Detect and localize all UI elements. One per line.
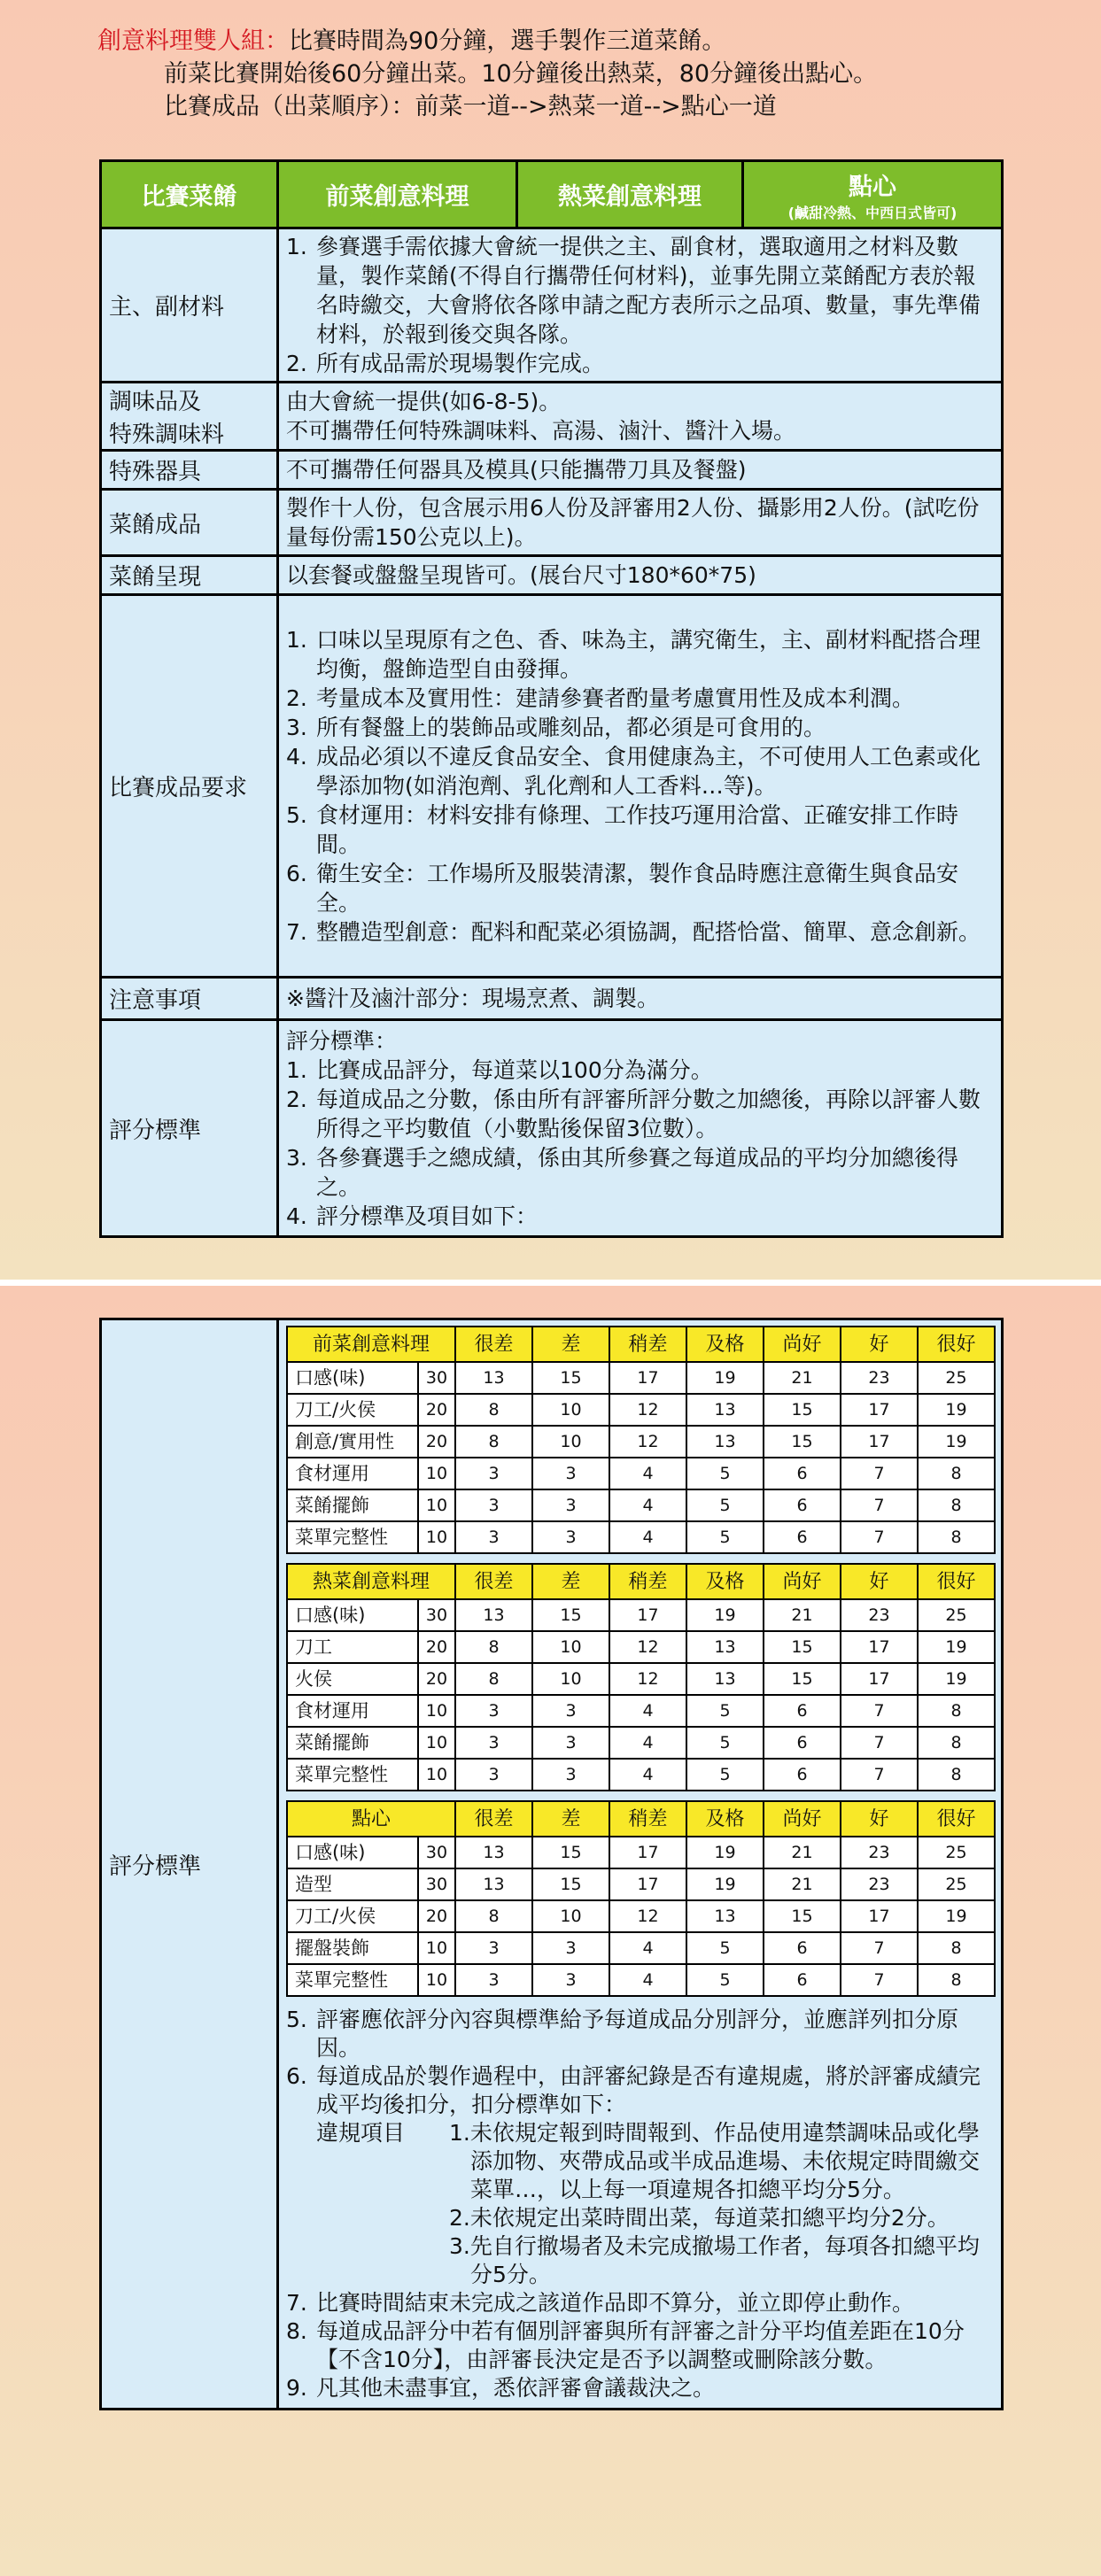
score-cell: 8 bbox=[918, 1759, 995, 1791]
criterion-name: 菜餚擺飾 bbox=[287, 1489, 418, 1521]
grade-header: 很差 bbox=[455, 1564, 532, 1599]
score-cell: 17 bbox=[841, 1900, 918, 1932]
score-cell: 25 bbox=[918, 1599, 995, 1631]
criterion-weight: 20 bbox=[418, 1900, 455, 1932]
criterion-weight: 10 bbox=[418, 1695, 455, 1727]
score-cell: 7 bbox=[841, 1489, 918, 1521]
score-cell: 7 bbox=[841, 1727, 918, 1759]
score-cell: 13 bbox=[686, 1631, 764, 1663]
list-item: 8. 每道成品評分中若有個別評審與所有評審之計分平均值差距在10分【不含10分】，由評審長決定是否予以調整或刪除該分數。 bbox=[286, 2318, 965, 2372]
score-cell: 7 bbox=[841, 1458, 918, 1489]
criterion-name: 菜單完整性 bbox=[287, 1521, 418, 1553]
score-cell: 6 bbox=[764, 1759, 841, 1791]
table-row bbox=[287, 1458, 995, 1489]
score-cell: 3 bbox=[532, 1727, 609, 1759]
score-cell: 13 bbox=[455, 1868, 532, 1900]
table-row bbox=[101, 383, 1003, 451]
grade-header: 及格 bbox=[686, 1564, 764, 1599]
grade-header: 好 bbox=[841, 1327, 918, 1362]
score-cell: 21 bbox=[764, 1868, 841, 1900]
score-cell: 19 bbox=[686, 1599, 764, 1631]
scoring-table bbox=[99, 1318, 1004, 2410]
row-content-tools: 不可攜帶任何器具及模具(只能攜帶刀具及餐盤) bbox=[278, 451, 1003, 490]
score-cell: 10 bbox=[532, 1900, 609, 1932]
rules-table bbox=[99, 159, 1004, 1238]
score-cell: 7 bbox=[841, 1759, 918, 1791]
criterion-weight: 10 bbox=[418, 1727, 455, 1759]
score-cell: 8 bbox=[455, 1900, 532, 1932]
score-cell: 12 bbox=[609, 1900, 686, 1932]
score-cell: 12 bbox=[609, 1631, 686, 1663]
grade-header: 很好 bbox=[918, 1801, 995, 1837]
score-cell: 3 bbox=[532, 1521, 609, 1553]
criterion-weight: 10 bbox=[418, 1964, 455, 1996]
score-table bbox=[286, 1326, 996, 1554]
score-cell: 21 bbox=[764, 1837, 841, 1868]
criterion-weight: 20 bbox=[418, 1426, 455, 1458]
score-cell: 3 bbox=[455, 1932, 532, 1964]
grade-header: 很差 bbox=[455, 1801, 532, 1837]
score-cell: 21 bbox=[764, 1362, 841, 1394]
violation-list bbox=[449, 2119, 996, 2289]
table-row bbox=[287, 1489, 995, 1521]
grade-header: 稍差 bbox=[609, 1327, 686, 1362]
criterion-name: 刀工/火侯 bbox=[287, 1394, 418, 1426]
score-header-row bbox=[287, 1564, 995, 1599]
criterion-weight: 20 bbox=[418, 1663, 455, 1695]
criterion-name: 菜單完整性 bbox=[287, 1964, 418, 1996]
score-cell: 15 bbox=[764, 1394, 841, 1426]
grade-header: 稍差 bbox=[609, 1801, 686, 1837]
row-content-requirements bbox=[278, 595, 1003, 978]
criterion-name: 口感(味) bbox=[287, 1362, 418, 1394]
intro-line3: 比賽成品（出菜順序）：前菜一道-->熱菜一道-->點心一道 bbox=[164, 93, 777, 120]
violation-label: 違規項目 bbox=[316, 2120, 406, 2146]
score-cell: 6 bbox=[764, 1964, 841, 1996]
score-table bbox=[286, 1800, 996, 1997]
criterion-name: 食材運用 bbox=[287, 1458, 418, 1489]
row-label-requirements: 比賽成品要求 bbox=[101, 595, 278, 978]
score-cell: 6 bbox=[764, 1458, 841, 1489]
score-cell: 15 bbox=[764, 1663, 841, 1695]
score-cell: 17 bbox=[841, 1631, 918, 1663]
score-cell: 12 bbox=[609, 1394, 686, 1426]
score-cell: 4 bbox=[609, 1458, 686, 1489]
score-cell: 8 bbox=[918, 1489, 995, 1521]
criterion-weight: 10 bbox=[418, 1489, 455, 1521]
list-item: 1. 比賽成品評分，每道菜以100分為滿分。 bbox=[286, 1056, 713, 1083]
table-row bbox=[101, 490, 1003, 556]
score-cell: 3 bbox=[455, 1489, 532, 1521]
row-label-product: 菜餚成品 bbox=[101, 490, 278, 556]
grade-header: 尚好 bbox=[764, 1327, 841, 1362]
score-cell: 3 bbox=[532, 1932, 609, 1964]
criterion-weight: 10 bbox=[418, 1759, 455, 1791]
header-appetizer: 前菜創意料理 bbox=[278, 161, 517, 228]
score-cell: 15 bbox=[764, 1631, 841, 1663]
score-cell: 19 bbox=[686, 1868, 764, 1900]
violation-block bbox=[316, 2119, 996, 2289]
score-tables bbox=[286, 1326, 1001, 1997]
score-cell: 5 bbox=[686, 1695, 764, 1727]
list-item: 6. 衛生安全：工作場所及服裝清潔，製作食品時應注意衛生與食品安全。 bbox=[286, 861, 959, 916]
score-cell: 3 bbox=[455, 1759, 532, 1791]
top-panel bbox=[0, 0, 1101, 1280]
criterion-name: 造型 bbox=[287, 1868, 418, 1900]
score-cell: 17 bbox=[841, 1426, 918, 1458]
score-cell: 3 bbox=[455, 1964, 532, 1996]
list-item: 9. 凡其他未盡事宜，悉依評審會議裁決之。 bbox=[286, 2375, 716, 2401]
score-cell: 5 bbox=[686, 1964, 764, 1996]
score-cell: 8 bbox=[918, 1521, 995, 1553]
intro-title: 創意料理雙人組： bbox=[97, 27, 289, 55]
list-item: 2. 每道成品之分數，係由所有評審所評分數之加總後，再除以評審人數所得之平均數值（小數點後保留3位數）。 bbox=[286, 1086, 981, 1141]
score-table-title: 前菜創意料理 bbox=[287, 1327, 455, 1362]
score-cell: 3 bbox=[532, 1964, 609, 1996]
criterion-weight: 20 bbox=[418, 1631, 455, 1663]
header-hot-dish: 熱菜創意料理 bbox=[517, 161, 743, 228]
table-row bbox=[287, 1964, 995, 1996]
score-cell: 25 bbox=[918, 1837, 995, 1868]
table-row bbox=[287, 1426, 995, 1458]
score-cell: 5 bbox=[686, 1521, 764, 1553]
score-cell: 23 bbox=[841, 1868, 918, 1900]
row-content-presentation: 以套餐或盤盤呈現皆可。(展台尺寸180*60*75) bbox=[278, 556, 1003, 595]
list-item: 2. 所有成品需於現場製作完成。 bbox=[286, 351, 605, 376]
list-item: 6. 每道成品於製作過程中，由評審紀錄是否有違規處，將於評審成績完成平均後扣分，扣分標準如下： bbox=[286, 2063, 981, 2117]
table-row bbox=[287, 1631, 995, 1663]
table-row bbox=[101, 451, 1003, 490]
score-cell: 10 bbox=[532, 1631, 609, 1663]
score-cell: 8 bbox=[918, 1695, 995, 1727]
score-cell: 17 bbox=[609, 1868, 686, 1900]
table-row bbox=[287, 1599, 995, 1631]
table-row bbox=[101, 228, 1003, 383]
criterion-name: 擺盤裝飾 bbox=[287, 1932, 418, 1964]
score-cell: 12 bbox=[609, 1663, 686, 1695]
score-cell: 7 bbox=[841, 1695, 918, 1727]
table-row bbox=[101, 1020, 1003, 1237]
criterion-weight: 30 bbox=[418, 1362, 455, 1394]
list-item: 1. 口味以呈現原有之色、香、味為主，講究衛生，主、副材料配搭合理均衡，盤飾造型自由發揮。 bbox=[286, 627, 981, 682]
score-cell: 13 bbox=[686, 1426, 764, 1458]
score-table-title: 熱菜創意料理 bbox=[287, 1564, 455, 1599]
intro-text bbox=[97, 25, 877, 123]
grade-header: 及格 bbox=[686, 1327, 764, 1362]
score-cell: 10 bbox=[532, 1663, 609, 1695]
score-cell: 17 bbox=[609, 1599, 686, 1631]
list-item: 1. 參賽選手需依據大會統一提供之主、副食材，選取適用之材料及數量，製作菜餚(不得自行攜帶任何材料)，並事先開立菜餚配方表於報名時繳交，大會將依各隊申請之配方表所示之品項、數量，事先準備材料，於報到後交與各隊。 bbox=[286, 234, 981, 347]
score-cell: 3 bbox=[455, 1521, 532, 1553]
table-row bbox=[287, 1932, 995, 1964]
score-cell: 17 bbox=[609, 1837, 686, 1868]
score-cell: 13 bbox=[455, 1362, 532, 1394]
score-cell: 19 bbox=[918, 1631, 995, 1663]
scoring-heading: 評分標準： bbox=[286, 1027, 398, 1054]
score-cell: 8 bbox=[455, 1663, 532, 1695]
score-cell: 19 bbox=[918, 1900, 995, 1932]
list-item: 7. 整體造型創意：配料和配菜必須協調，配搭恰當、簡單、意念創新。 bbox=[286, 919, 981, 945]
header-dish: 比賽菜餚 bbox=[101, 161, 278, 228]
score-header-row bbox=[287, 1801, 995, 1837]
table-row bbox=[287, 1900, 995, 1932]
row-label-ingredients: 主、副材料 bbox=[101, 228, 278, 383]
score-cell: 8 bbox=[918, 1727, 995, 1759]
score-cell: 10 bbox=[532, 1426, 609, 1458]
header-dessert-label: 點心 bbox=[849, 173, 896, 201]
table-row bbox=[101, 595, 1003, 978]
score-cell: 4 bbox=[609, 1695, 686, 1727]
criterion-name: 菜餚擺飾 bbox=[287, 1727, 418, 1759]
list-item: 4. 評分標準及項目如下： bbox=[286, 1203, 539, 1229]
row-label-tools: 特殊器具 bbox=[101, 451, 278, 490]
score-table-title: 點心 bbox=[287, 1801, 455, 1837]
score-cell: 15 bbox=[764, 1426, 841, 1458]
score-cell: 8 bbox=[455, 1631, 532, 1663]
row-content-scoring bbox=[278, 1020, 1003, 1237]
table-row bbox=[287, 1727, 995, 1759]
list-item: 2. 考量成本及實用性：建請參賽者酌量考慮實用性及成本利潤。 bbox=[286, 685, 915, 711]
score-cell: 5 bbox=[686, 1932, 764, 1964]
score-cell: 3 bbox=[455, 1727, 532, 1759]
criterion-weight: 20 bbox=[418, 1394, 455, 1426]
row-content-scoring-standard bbox=[278, 1319, 1003, 2410]
score-cell: 7 bbox=[841, 1964, 918, 1996]
score-cell: 8 bbox=[455, 1426, 532, 1458]
row-label-presentation: 菜餚呈現 bbox=[101, 556, 278, 595]
list-item: 5. 評審應依評分內容與標準給予每道成品分別評分，並應詳列扣分原因。 bbox=[286, 2007, 959, 2061]
criterion-weight: 30 bbox=[418, 1868, 455, 1900]
score-cell: 19 bbox=[918, 1663, 995, 1695]
criterion-weight: 10 bbox=[418, 1932, 455, 1964]
score-cell: 15 bbox=[532, 1868, 609, 1900]
score-cell: 13 bbox=[455, 1599, 532, 1631]
score-cell: 8 bbox=[918, 1932, 995, 1964]
score-cell: 3 bbox=[532, 1695, 609, 1727]
score-cell: 6 bbox=[764, 1932, 841, 1964]
score-cell: 5 bbox=[686, 1759, 764, 1791]
score-cell: 4 bbox=[609, 1727, 686, 1759]
score-cell: 17 bbox=[841, 1663, 918, 1695]
score-cell: 23 bbox=[841, 1599, 918, 1631]
table-row bbox=[287, 1663, 995, 1695]
grade-header: 很好 bbox=[918, 1327, 995, 1362]
score-cell: 17 bbox=[609, 1362, 686, 1394]
score-cell: 15 bbox=[532, 1599, 609, 1631]
criterion-weight: 30 bbox=[418, 1837, 455, 1868]
criterion-name: 口感(味) bbox=[287, 1837, 418, 1868]
score-cell: 13 bbox=[686, 1663, 764, 1695]
score-cell: 23 bbox=[841, 1362, 918, 1394]
table-row bbox=[287, 1394, 995, 1426]
score-cell: 15 bbox=[532, 1837, 609, 1868]
score-cell: 21 bbox=[764, 1599, 841, 1631]
list-item: 7. 比賽時間結束未完成之該道作品即不算分，並立即停止動作。 bbox=[286, 2290, 915, 2316]
score-cell: 6 bbox=[764, 1695, 841, 1727]
table-row bbox=[101, 556, 1003, 595]
grade-header: 好 bbox=[841, 1564, 918, 1599]
list-item: 3. 各參賽選手之總成績，係由其所參賽之每道成品的平均分加總後得之。 bbox=[286, 1144, 959, 1200]
grade-header: 稍差 bbox=[609, 1564, 686, 1599]
row-label-notes: 注意事項 bbox=[101, 978, 278, 1020]
table-row bbox=[101, 1319, 1003, 2410]
criterion-name: 創意/實用性 bbox=[287, 1426, 418, 1458]
table-row bbox=[287, 1759, 995, 1791]
criterion-name: 菜單完整性 bbox=[287, 1759, 418, 1791]
score-cell: 4 bbox=[609, 1759, 686, 1791]
header-dessert bbox=[743, 161, 1003, 228]
violation-item: 3.先自行撤場者及未完成撤場工作者，每項各扣總平均分5分。 bbox=[449, 2233, 980, 2287]
score-cell: 15 bbox=[764, 1900, 841, 1932]
score-cell: 7 bbox=[841, 1521, 918, 1553]
row-label-scoring: 評分標準 bbox=[101, 1020, 278, 1237]
criterion-name: 刀工/火侯 bbox=[287, 1900, 418, 1932]
score-cell: 6 bbox=[764, 1489, 841, 1521]
criterion-name: 刀工 bbox=[287, 1631, 418, 1663]
score-cell: 3 bbox=[532, 1458, 609, 1489]
score-cell: 5 bbox=[686, 1489, 764, 1521]
score-cell: 4 bbox=[609, 1932, 686, 1964]
score-cell: 19 bbox=[918, 1394, 995, 1426]
table-header-row bbox=[101, 161, 1003, 228]
list-item: 5. 食材運用：材料安排有條理、工作技巧運用洽當、正確安排工作時間。 bbox=[286, 802, 959, 857]
grade-header: 尚好 bbox=[764, 1801, 841, 1837]
score-cell: 13 bbox=[686, 1900, 764, 1932]
table-row bbox=[287, 1837, 995, 1868]
score-cell: 8 bbox=[918, 1964, 995, 1996]
score-cell: 4 bbox=[609, 1964, 686, 1996]
score-cell: 25 bbox=[918, 1868, 995, 1900]
score-cell: 19 bbox=[686, 1362, 764, 1394]
row-label-scoring-standard: 評分標準 bbox=[101, 1319, 278, 2410]
score-cell: 10 bbox=[532, 1394, 609, 1426]
score-cell: 19 bbox=[686, 1837, 764, 1868]
row-content-notes: ※醬汁及滷汁部分：現場烹煮、調製。 bbox=[278, 978, 1003, 1020]
score-cell: 6 bbox=[764, 1521, 841, 1553]
score-cell: 8 bbox=[918, 1458, 995, 1489]
grade-header: 尚好 bbox=[764, 1564, 841, 1599]
score-cell: 23 bbox=[841, 1837, 918, 1868]
score-cell: 5 bbox=[686, 1727, 764, 1759]
score-cell: 13 bbox=[455, 1837, 532, 1868]
table-row bbox=[287, 1521, 995, 1553]
table-row bbox=[287, 1695, 995, 1727]
grade-header: 很差 bbox=[455, 1327, 532, 1362]
criterion-name: 口感(味) bbox=[287, 1599, 418, 1631]
criterion-weight: 30 bbox=[418, 1599, 455, 1631]
grade-header: 好 bbox=[841, 1801, 918, 1837]
table-row bbox=[287, 1362, 995, 1394]
score-header-row bbox=[287, 1327, 995, 1362]
header-dessert-sub: (鹹甜冷熱、中西日式皆可) bbox=[787, 204, 958, 221]
row-content-seasoning: 由大會統一提供(如6-8-5)。 不可攜帶任何特殊調味料、高湯、滷汁、醬汁入場。 bbox=[278, 383, 1003, 451]
score-cell: 12 bbox=[609, 1426, 686, 1458]
criterion-name: 食材運用 bbox=[287, 1695, 418, 1727]
score-cell: 4 bbox=[609, 1521, 686, 1553]
criterion-weight: 10 bbox=[418, 1458, 455, 1489]
grade-header: 及格 bbox=[686, 1801, 764, 1837]
score-cell: 5 bbox=[686, 1458, 764, 1489]
score-cell: 15 bbox=[532, 1362, 609, 1394]
row-content-product: 製作十人份，包含展示用6人份及評審用2人份、攝影用2人份。(試吃份量每份需150公克以上)。 bbox=[278, 490, 1003, 556]
bottom-panel bbox=[0, 1286, 1101, 2576]
score-cell: 4 bbox=[609, 1489, 686, 1521]
score-cell: 3 bbox=[532, 1759, 609, 1791]
score-cell: 3 bbox=[455, 1458, 532, 1489]
intro-line1: 比賽時間為90分鐘，選手製作三道菜餚。 bbox=[289, 27, 726, 55]
violation-item: 1.未依規定報到時間報到、作品使用違禁調味品或化學添加物、夾帶成品或半成品進場、未依規定時間繳交菜單…，以上每一項違規各扣總平均分5分。 bbox=[449, 2120, 981, 2202]
grade-header: 差 bbox=[532, 1564, 609, 1599]
grade-header: 很好 bbox=[918, 1564, 995, 1599]
score-table bbox=[286, 1563, 996, 1791]
table-row bbox=[287, 1868, 995, 1900]
score-cell: 7 bbox=[841, 1932, 918, 1964]
score-cell: 6 bbox=[764, 1727, 841, 1759]
score-cell: 3 bbox=[532, 1489, 609, 1521]
list-item: 3. 所有餐盤上的裝飾品或雕刻品，都必須是可食用的。 bbox=[286, 715, 826, 740]
table-row bbox=[101, 978, 1003, 1020]
intro-line2: 前菜比賽開始後60分鐘出菜。10分鐘後出熱菜，80分鐘後出點心。 bbox=[164, 60, 878, 88]
score-cell: 8 bbox=[455, 1394, 532, 1426]
score-cell: 17 bbox=[841, 1394, 918, 1426]
row-label-seasoning: 調味品及 特殊調味料 bbox=[101, 383, 278, 451]
grade-header: 差 bbox=[532, 1801, 609, 1837]
criterion-weight: 10 bbox=[418, 1521, 455, 1553]
score-cell: 3 bbox=[455, 1695, 532, 1727]
row-content-ingredients bbox=[278, 228, 1003, 383]
violation-item: 2.未依規定出菜時間出菜，每道菜扣總平均分2分。 bbox=[449, 2205, 950, 2231]
grade-header: 差 bbox=[532, 1327, 609, 1362]
criterion-name: 火侯 bbox=[287, 1663, 418, 1695]
score-cell: 13 bbox=[686, 1394, 764, 1426]
scoring-rules bbox=[286, 2006, 1001, 2402]
score-cell: 25 bbox=[918, 1362, 995, 1394]
score-cell: 19 bbox=[918, 1426, 995, 1458]
list-item: 4. 成品必須以不違反食品安全、食用健康為主，不可使用人工色素或化學添加物(如消泡劑、乳化劑和人工香料…等)。 bbox=[286, 744, 981, 799]
